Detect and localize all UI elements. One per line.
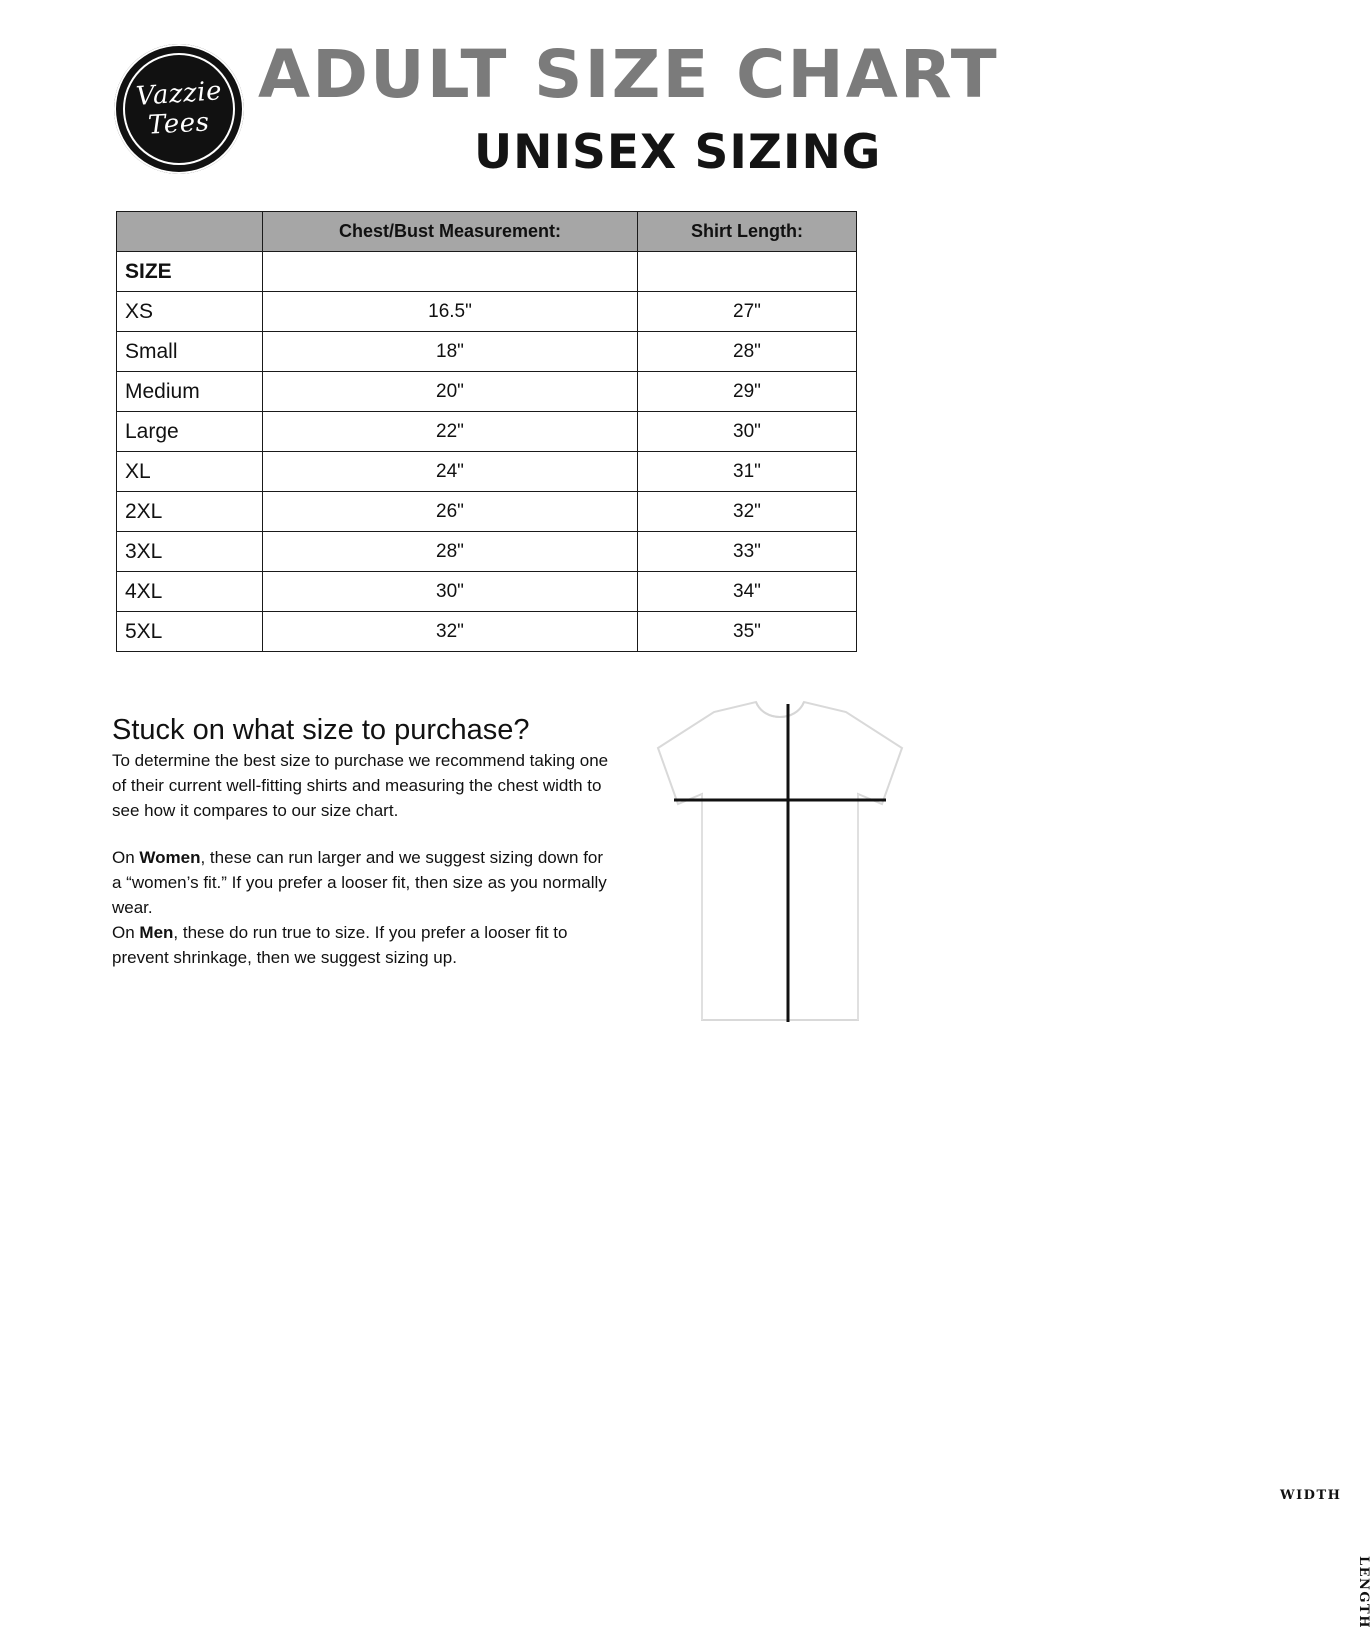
- cell-size: XS: [117, 292, 263, 332]
- cell-chest: 24": [263, 452, 638, 492]
- cell-size: Large: [117, 412, 263, 452]
- column-header-size: [117, 212, 263, 252]
- cell-size: Small: [117, 332, 263, 372]
- help-heading: Stuck on what size to purchase?: [112, 714, 530, 746]
- cell-size-heading: SIZE: [117, 252, 263, 292]
- logo-wordmark: [114, 44, 244, 174]
- table-row: [117, 412, 857, 452]
- table-row: [117, 572, 857, 612]
- column-header-length: Shirt Length:: [638, 212, 857, 252]
- cell-chest: 28": [263, 532, 638, 572]
- help-paragraph-1: To determine the best size to purchase we recommend taking one of their current well-fitting shirts and measuring the chest width to see how it compares to our size chart.: [112, 751, 609, 820]
- cell-chest: 32": [263, 612, 638, 652]
- page-subtitle: UNISEX SIZING: [474, 125, 882, 180]
- help-paragraph-3: [112, 920, 612, 970]
- cell-chest: 18": [263, 332, 638, 372]
- table-row: [117, 492, 857, 532]
- cell-size: 3XL: [117, 532, 263, 572]
- cell-size: Medium: [117, 372, 263, 412]
- page-header: [0, 28, 999, 193]
- cell-length: 27": [638, 292, 857, 332]
- shirt-diagram: [596, 700, 1371, 1629]
- table-row: [117, 452, 857, 492]
- table-row: [117, 292, 857, 332]
- tshirt-icon: [596, 700, 993, 1024]
- cell-size-heading-chest: [263, 252, 638, 292]
- cell-chest: 16.5": [263, 292, 638, 332]
- help-body: [112, 748, 612, 970]
- brand-logo: [114, 44, 244, 174]
- diagram-label-width: WIDTH: [1280, 1488, 1342, 1503]
- help-p3-post: , these do run true to size. If you prefer a looser fit to prevent shrinkage, then we suggest sizing up.: [112, 923, 568, 967]
- logo-line-2: Tees: [147, 107, 211, 141]
- cell-length: 31": [638, 452, 857, 492]
- diagram-label-length: LENGTH: [1356, 1556, 1371, 1629]
- cell-length: 29": [638, 372, 857, 412]
- cell-length: 30": [638, 412, 857, 452]
- table-row: [117, 612, 857, 652]
- cell-chest: 20": [263, 372, 638, 412]
- size-table-container: [116, 211, 856, 652]
- cell-size: 4XL: [117, 572, 263, 612]
- help-p2-post: , these can run larger and we suggest sizing down for a “women’s fit.” If you prefer a looser fit, then size as you normally wear.: [112, 848, 607, 917]
- cell-size: XL: [117, 452, 263, 492]
- page-title: ADULT SIZE CHART: [258, 36, 999, 113]
- help-p3-pre: On: [112, 923, 140, 942]
- cell-length: 32": [638, 492, 857, 532]
- column-header-chest: Chest/Bust Measurement:: [263, 212, 638, 252]
- cell-size: 2XL: [117, 492, 263, 532]
- size-table: [116, 211, 857, 652]
- cell-size: 5XL: [117, 612, 263, 652]
- help-paragraph-2: [112, 845, 612, 920]
- table-row: [117, 532, 857, 572]
- cell-chest: 30": [263, 572, 638, 612]
- cell-length: 28": [638, 332, 857, 372]
- logo-line-1: Vazzie: [135, 76, 223, 112]
- help-p3-bold: Men: [139, 923, 174, 942]
- table-header-row: [117, 212, 857, 252]
- cell-chest: 26": [263, 492, 638, 532]
- cell-length: 34": [638, 572, 857, 612]
- cell-chest: 22": [263, 412, 638, 452]
- cell-size-heading-length: [638, 252, 857, 292]
- help-p2-pre: On: [112, 848, 140, 867]
- table-body: [117, 252, 857, 652]
- cell-length: 33": [638, 532, 857, 572]
- help-p2-bold: Women: [139, 848, 201, 867]
- table-row: [117, 372, 857, 412]
- table-row: [117, 332, 857, 372]
- cell-length: 35": [638, 612, 857, 652]
- table-row-size-label: [117, 252, 857, 292]
- table-head: [117, 212, 857, 252]
